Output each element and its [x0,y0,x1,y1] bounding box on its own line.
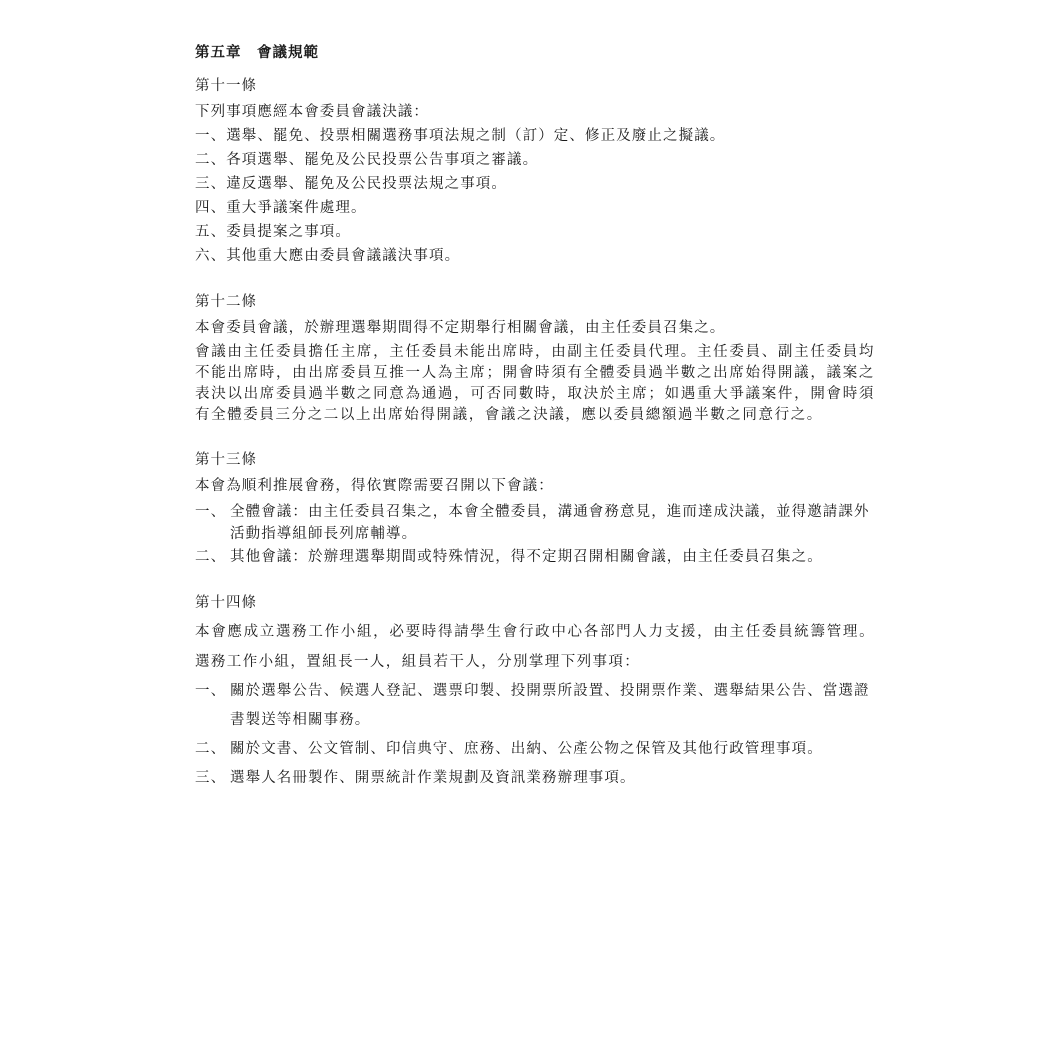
article-title: 第十一條 [195,78,257,94]
list-item-text: 關於選舉公告、候選人登記、選票印製、投開票所設置、投開票作業、選舉結果公告、當選證書製送等相關事務。 [230,683,870,728]
article-paragraph: 會議由主任委員擔任主席，主任委員未能出席時，由副主任委員代理。主任委員、副主任委員均不能出席時，由出席委員互推一人為主席；開會時須有全體委員過半數之出席始得開議，議案之表決以出席委員過半數之同意為通過，可否同數時，取決於主席；如遇重大爭議案件，開會時須有全體委員三分之二以上出席始得開議，會議之決議，應以委員總額過半數之同意行之。 [195,344,875,423]
list-item-text: 關於文書、公文管制、印信典守、庶務、出納、公產公物之保管及其他行政管理事項。 [230,741,823,757]
article-intro: 下列事項應經本會委員會議決議： [195,104,429,120]
list-item-number: 二、 [195,549,227,565]
article-14 [195,591,875,793]
list-item-number: 一、 [195,683,227,699]
list-item [195,501,875,545]
article-title: 第十四條 [195,595,257,611]
article-13 [195,448,875,569]
list-item [195,764,875,793]
article-title: 第十二條 [195,294,257,310]
article-intro: 本會為順利推展會務，得依實際需要召開以下會議： [195,478,554,494]
list-item-number: 一、 [195,504,227,520]
chapter-title: 第五章 會議規範 [195,45,319,61]
list-item: 三、違反選舉、罷免及公民投票法規之事項。 [195,176,507,192]
list-item [195,735,875,764]
list-item [195,677,875,735]
document-page [195,40,875,815]
article-title: 第十三條 [195,452,257,468]
list-item: 六、其他重大應由委員會議議決事項。 [195,248,461,264]
list-item: 五、委員提案之事項。 [195,224,351,240]
list-item-number: 二、 [195,741,227,757]
list-item-number: 三、 [195,770,227,786]
list-item [195,545,875,569]
list-item: 四、重大爭議案件處理。 [195,200,367,216]
list-item-text: 選舉人名冊製作、開票統計作業規劃及資訊業務辦理事項。 [230,770,636,786]
list-item-text: 全體會議：由主任委員召集之，本會全體委員，溝通會務意見，進而達成決議，並得邀請課外活動指導組師長列席輔導。 [230,504,870,542]
article-paragraph: 本會委員會議，於辦理選舉期間得不定期舉行相關會議，由主任委員召集之。 [195,320,726,336]
article-12 [195,290,875,426]
article-intro: 本會應成立選務工作小組，必要時得請學生會行政中心各部門人力支援，由主任委員統籌管理。選務工作小組，置組長一人，組員若干人，分別掌理下列事項： [195,624,875,670]
list-item-text: 其他會議：於辦理選舉期間或特殊情況，得不定期召開相關會議，由主任委員召集之。 [230,549,823,565]
list-item: 一、選舉、罷免、投票相關選務事項法規之制（訂）定、修正及廢止之擬議。 [195,128,726,144]
article-11 [195,74,875,268]
list-item: 二、各項選舉、罷免及公民投票公告事項之審議。 [195,152,539,168]
